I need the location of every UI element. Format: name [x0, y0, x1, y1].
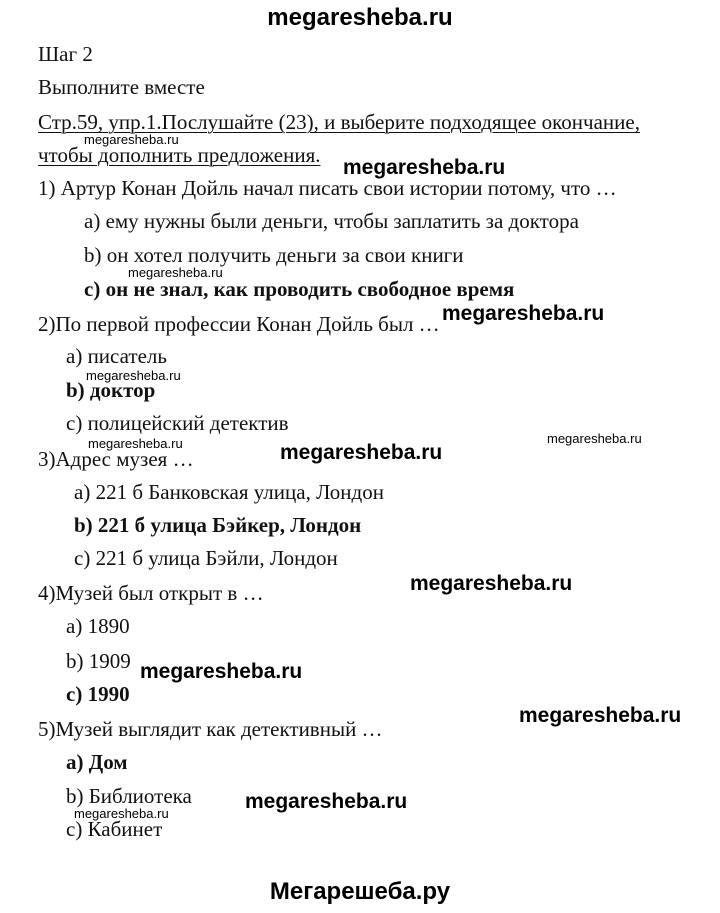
exercise-subtitle: Выполните вместе [38, 75, 205, 99]
watermark-small: megaresheba.ru [86, 368, 181, 383]
watermark-large: megaresheba.ru [343, 156, 506, 179]
question-5-option-c: c) Кабинет [66, 817, 163, 841]
question-5: 5)Музей выглядит как детективный … [38, 717, 383, 741]
question-5-option-b: b) Библиотека [66, 784, 192, 808]
watermark-large: megaresheba.ru [280, 441, 443, 464]
watermark-large: megaresheba.ru [442, 302, 605, 325]
question-1-option-a: a) ему нужны были деньги, чтобы заплатить за доктора [84, 209, 579, 233]
question-2: 2)По первой профессии Конан Дойль был … [38, 312, 440, 336]
question-4-option-a: a) 1890 [66, 614, 130, 638]
watermark-large: megaresheba.ru [140, 660, 303, 683]
task-line-1: Стр.59, упр.1.Послушайте (23), и выберите подходящее окончание, [38, 110, 640, 134]
watermark-small: megaresheba.ru [547, 431, 642, 446]
question-3-option-a: a) 221 б Банковская улица, Лондон [74, 480, 384, 504]
step-title: Шаг 2 [38, 42, 93, 66]
question-3-option-b-answer: b) 221 б улица Бэйкер, Лондон [74, 513, 362, 537]
task-line-2: чтобы дополнить предложения. [38, 143, 321, 167]
watermark-small: megaresheba.ru [74, 806, 169, 821]
site-header: megaresheba.ru [267, 4, 453, 31]
watermark-large: megaresheba.ru [245, 790, 408, 813]
site-footer: Мегарешеба.ру [269, 878, 451, 905]
question-3: 3)Адрес музея … [38, 447, 194, 471]
watermark-small: megaresheba.ru [128, 265, 223, 280]
question-1-option-c-answer: c) он не знал, как проводить свободное время [84, 277, 515, 301]
question-1: 1) Артур Конан Дойль начал писать свои истории потому, что … [38, 176, 617, 200]
question-2-option-a: a) писатель [66, 344, 167, 368]
watermark-large: megaresheba.ru [519, 704, 682, 727]
question-1-option-b: b) он хотел получить деньги за свои книги [84, 243, 464, 267]
question-4: 4)Музей был открыт в … [38, 581, 264, 605]
question-5-option-a-answer: a) Дом [66, 750, 128, 774]
question-4-option-c-answer: c) 1990 [66, 682, 130, 706]
watermark-large: megaresheba.ru [410, 572, 573, 595]
question-3-option-c: c) 221 б улица Бэйли, Лондон [74, 546, 338, 570]
question-2-option-b-answer: b) доктор [66, 378, 156, 402]
question-2-option-c: c) полицейский детектив [66, 411, 289, 435]
question-4-option-b: b) 1909 [66, 649, 131, 673]
watermark-small: megaresheba.ru [88, 436, 183, 451]
watermark-small: megaresheba.ru [84, 132, 179, 147]
